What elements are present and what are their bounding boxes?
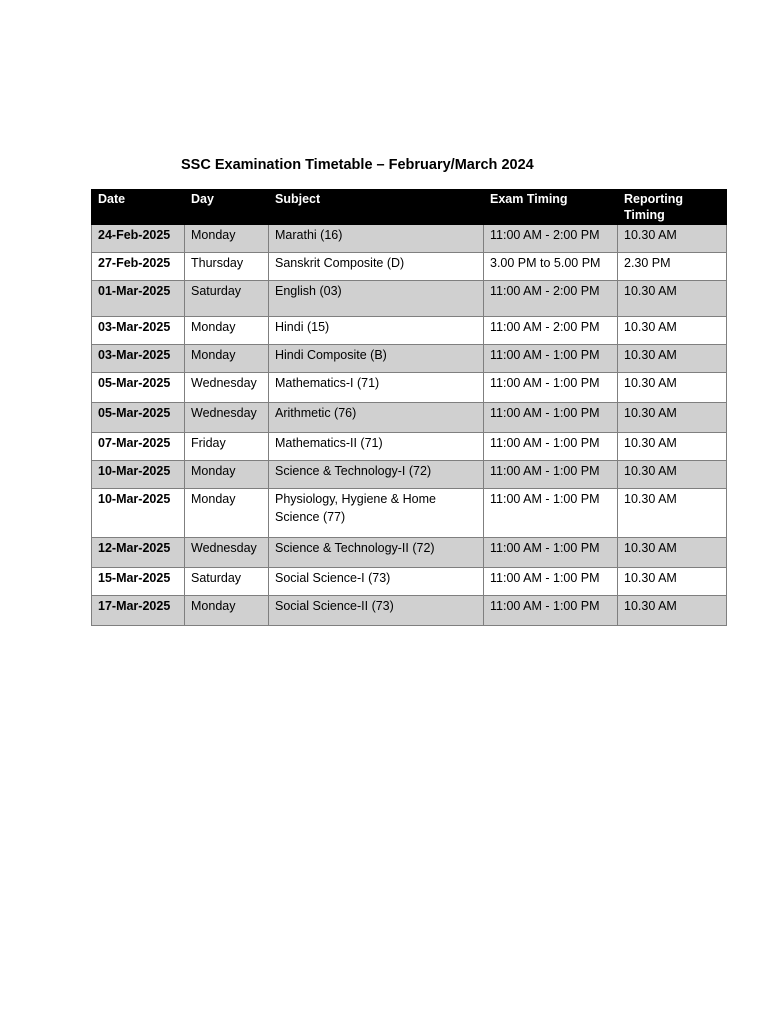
table-row	[92, 568, 727, 596]
date-cell: 15-Mar-2025	[92, 568, 185, 596]
column-header-date: Date	[92, 190, 185, 225]
subject-cell: Mathematics-I (71)	[269, 373, 484, 403]
subject-cell: Social Science-I (73)	[269, 568, 484, 596]
subject-cell: Arithmetic (76)	[269, 403, 484, 433]
subject-cell: Sanskrit Composite (D)	[269, 253, 484, 281]
exam-timing-cell: 11:00 AM - 1:00 PM	[484, 373, 618, 403]
exam-timing-cell: 11:00 AM - 1:00 PM	[484, 345, 618, 373]
column-header-day: Day	[185, 190, 269, 225]
reporting-timing-cell: 10.30 AM	[618, 489, 727, 538]
table-row	[92, 373, 727, 403]
subject-cell: Marathi (16)	[269, 225, 484, 253]
table-header-row	[92, 190, 727, 225]
date-cell: 17-Mar-2025	[92, 596, 185, 626]
day-cell: Monday	[185, 461, 269, 489]
subject-cell: Mathematics-II (71)	[269, 433, 484, 461]
subject-cell: Science & Technology-II (72)	[269, 538, 484, 568]
exam-timing-cell: 11:00 AM - 1:00 PM	[484, 403, 618, 433]
date-cell: 27-Feb-2025	[92, 253, 185, 281]
exam-timing-cell: 11:00 AM - 2:00 PM	[484, 225, 618, 253]
day-cell: Monday	[185, 317, 269, 345]
column-header-reporting-timing: Reporting Timing	[618, 190, 727, 225]
reporting-timing-cell: 10.30 AM	[618, 433, 727, 461]
table-row	[92, 317, 727, 345]
table-row	[92, 403, 727, 433]
table-row	[92, 461, 727, 489]
table-row	[92, 225, 727, 253]
day-cell: Wednesday	[185, 403, 269, 433]
exam-timing-cell: 11:00 AM - 2:00 PM	[484, 281, 618, 317]
day-cell: Thursday	[185, 253, 269, 281]
exam-timing-cell: 11:00 AM - 1:00 PM	[484, 433, 618, 461]
timetable	[91, 189, 727, 626]
reporting-timing-cell: 10.30 AM	[618, 225, 727, 253]
date-cell: 12-Mar-2025	[92, 538, 185, 568]
reporting-timing-cell: 10.30 AM	[618, 403, 727, 433]
date-cell: 10-Mar-2025	[92, 461, 185, 489]
page-title: SSC Examination Timetable – February/March 2024	[181, 157, 534, 173]
day-cell: Monday	[185, 225, 269, 253]
reporting-timing-cell: 10.30 AM	[618, 345, 727, 373]
day-cell: Wednesday	[185, 538, 269, 568]
reporting-timing-cell: 10.30 AM	[618, 373, 727, 403]
reporting-timing-cell: 10.30 AM	[618, 461, 727, 489]
exam-timing-cell: 11:00 AM - 1:00 PM	[484, 568, 618, 596]
reporting-timing-cell: 2.30 PM	[618, 253, 727, 281]
reporting-timing-cell: 10.30 AM	[618, 538, 727, 568]
reporting-timing-cell: 10.30 AM	[618, 317, 727, 345]
exam-timing-cell: 11:00 AM - 1:00 PM	[484, 489, 618, 538]
table-row	[92, 489, 727, 538]
table-row	[92, 596, 727, 626]
table-row	[92, 538, 727, 568]
day-cell: Monday	[185, 345, 269, 373]
column-header-exam-timing: Exam Timing	[484, 190, 618, 225]
exam-timing-cell: 3.00 PM to 5.00 PM	[484, 253, 618, 281]
exam-timing-cell: 11:00 AM - 1:00 PM	[484, 538, 618, 568]
table-row	[92, 253, 727, 281]
exam-timing-cell: 11:00 AM - 1:00 PM	[484, 461, 618, 489]
day-cell: Monday	[185, 596, 269, 626]
date-cell: 07-Mar-2025	[92, 433, 185, 461]
table-row	[92, 281, 727, 317]
subject-cell: Hindi (15)	[269, 317, 484, 345]
reporting-timing-cell: 10.30 AM	[618, 281, 727, 317]
exam-timing-cell: 11:00 AM - 2:00 PM	[484, 317, 618, 345]
day-cell: Saturday	[185, 568, 269, 596]
subject-cell: Science & Technology-I (72)	[269, 461, 484, 489]
day-cell: Saturday	[185, 281, 269, 317]
date-cell: 03-Mar-2025	[92, 345, 185, 373]
subject-cell: Hindi Composite (B)	[269, 345, 484, 373]
day-cell: Wednesday	[185, 373, 269, 403]
subject-cell: Social Science-II (73)	[269, 596, 484, 626]
date-cell: 24-Feb-2025	[92, 225, 185, 253]
date-cell: 10-Mar-2025	[92, 489, 185, 538]
day-cell: Friday	[185, 433, 269, 461]
date-cell: 01-Mar-2025	[92, 281, 185, 317]
subject-cell: English (03)	[269, 281, 484, 317]
reporting-timing-cell: 10.30 AM	[618, 568, 727, 596]
date-cell: 05-Mar-2025	[92, 373, 185, 403]
date-cell: 03-Mar-2025	[92, 317, 185, 345]
day-cell: Monday	[185, 489, 269, 538]
reporting-timing-cell: 10.30 AM	[618, 596, 727, 626]
table-row	[92, 433, 727, 461]
subject-cell: Physiology, Hygiene & Home Science (77)	[269, 489, 484, 538]
exam-timing-cell: 11:00 AM - 1:00 PM	[484, 596, 618, 626]
column-header-subject: Subject	[269, 190, 484, 225]
date-cell: 05-Mar-2025	[92, 403, 185, 433]
table-row	[92, 345, 727, 373]
